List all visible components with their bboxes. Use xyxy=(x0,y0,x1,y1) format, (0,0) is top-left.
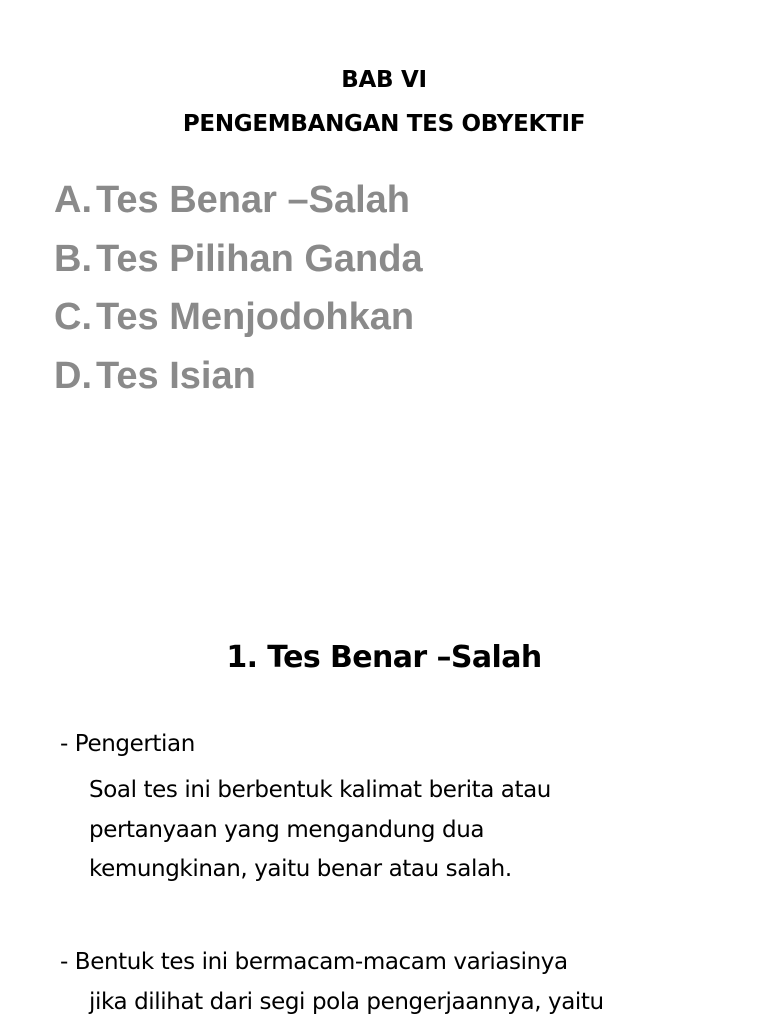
section-heading: 1. Tes Benar –Salah xyxy=(226,640,542,675)
outline-item-b xyxy=(54,235,423,294)
chapter-outline-list xyxy=(54,176,423,410)
slide-tes-benar-salah xyxy=(0,576,768,1024)
outline-marker: B. xyxy=(54,237,92,280)
outline-item-text: Tes Menjodohkan xyxy=(96,296,415,338)
test-form-text-line: jika dilihat dari segi pola pengerjaannya, yaitu xyxy=(89,989,604,1015)
definition-text-line: Soal tes ini berbentuk kalimat berita atau xyxy=(89,777,551,803)
outline-marker: C. xyxy=(54,296,92,338)
test-form-text-line: - Bentuk tes ini bermacam-macam variasinya xyxy=(60,949,568,975)
outline-item-d xyxy=(54,352,423,411)
chapter-title: BAB VI xyxy=(341,67,427,93)
definition-text-line: kemungkinan, yaitu benar atau salah. xyxy=(89,856,512,882)
outline-item-c xyxy=(54,293,423,352)
outline-item-text: Tes Benar –Salah xyxy=(96,179,411,221)
outline-item-a xyxy=(54,176,423,235)
chapter-subtitle: PENGEMBANGAN TES OBYEKTIF xyxy=(182,111,586,137)
definition-text-line: pertanyaan yang mengandung dua xyxy=(89,817,485,843)
definition-label: - Pengertian xyxy=(60,731,195,757)
outline-marker: D. xyxy=(54,354,92,397)
outline-item-text: Tes Isian xyxy=(96,354,256,397)
outline-item-text: Tes Pilihan Ganda xyxy=(96,237,423,280)
outline-marker: A. xyxy=(54,179,92,221)
